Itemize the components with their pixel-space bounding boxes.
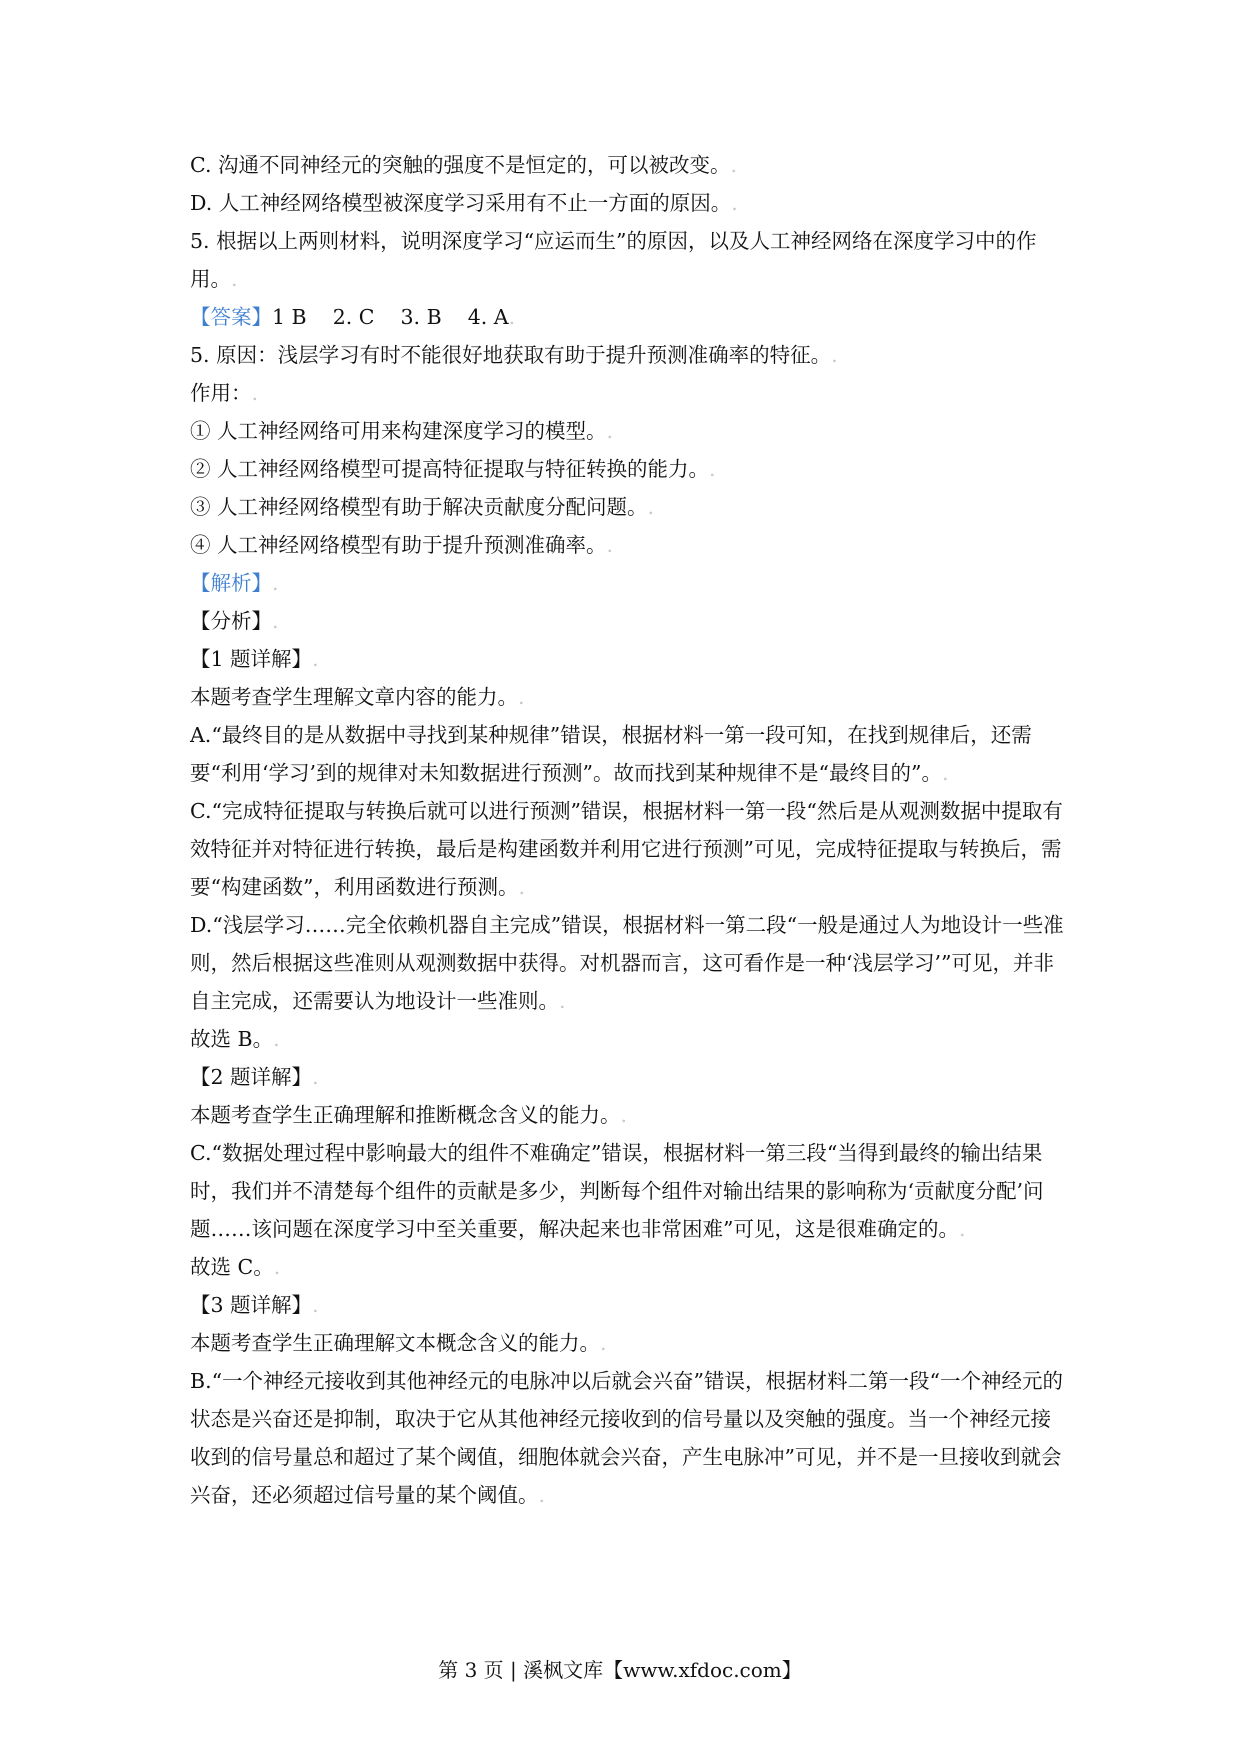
- role-item-2: ② 人工神经网络模型可提高特征提取与特征转换的能力。.: [190, 457, 716, 481]
- page-footer: 第 3 页 | 溪枫文库【www.xfdoc.com】: [438, 1658, 802, 1682]
- role-item-1: ① 人工神经网络可用来构建深度学习的模型。.: [190, 419, 614, 443]
- answer-line: 【答案】1 B 2. C 3. B 4. A.: [190, 305, 516, 329]
- q2-option-c: C.“数据处理过程中影响最大的组件不难确定”错误，根据材料一第三段“当得到最终的输出结果时，我们并不清楚每个组件的贡献是多少，判断每个组件对输出结果的影响称为‘贡献度分配’问题……该问题在深度学习中至关重要，解决起来也非常困难”可见，这是很难确定的。.: [190, 1141, 1044, 1241]
- analysis-heading: 【解析】.: [190, 571, 279, 595]
- role-item-4: ④ 人工神经网络模型有助于提升预测准确率。.: [190, 533, 614, 557]
- answer-5-reason: 5. 原因：浅层学习有时不能很好地获取有助于提升预测准确率的特征。.: [190, 343, 838, 367]
- q1-conclusion: 故选 B。.: [190, 1027, 280, 1051]
- question-5: 5. 根据以上两则材料，说明深度学习“应运而生”的原因，以及人工神经网络在深度学习中的作用。.: [190, 229, 1037, 291]
- option-c-text: C. 沟通不同神经元的突触的强度不是恒定的，可以被改变。.: [190, 153, 738, 177]
- answer-label: 【答案】: [190, 305, 272, 329]
- document-body: [190, 146, 1070, 1514]
- q1-option-d: D.“浅层学习……完全依赖机器自主完成”错误，根据材料一第二段“一般是通过人为地设计一些准则，然后根据这些准则从观测数据中获得。对机器而言，这可看作是一种‘浅层学习’”可见，并非自主完成，还需要认为地设计一些准则。.: [190, 913, 1064, 1013]
- q3-detail-heading: 【3 题详解】.: [190, 1293, 319, 1317]
- q2-conclusion: 故选 C。.: [190, 1255, 281, 1279]
- answer-5-role-heading: 作用：.: [190, 381, 259, 405]
- q1-detail-heading: 【1 题详解】.: [190, 647, 319, 671]
- q1-intro: 本题考查学生理解文章内容的能力。.: [190, 685, 525, 709]
- breakdown-heading: 【分析】.: [190, 609, 279, 633]
- q3-intro: 本题考查学生正确理解文本概念含义的能力。.: [190, 1331, 607, 1355]
- q1-option-a: A.“最终目的是从数据中寻找到某种规律”错误，根据材料一第一段可知，在找到规律后，还需要“利用‘学习’到的规律对未知数据进行预测”。故而找到某种规律不是“最终目的”。.: [190, 723, 1032, 785]
- role-item-3: ③ 人工神经网络模型有助于解决贡献度分配问题。.: [190, 495, 655, 519]
- q2-detail-heading: 【2 题详解】.: [190, 1065, 319, 1089]
- option-d-text: D. 人工神经网络模型被深度学习采用有不止一方面的原因。.: [190, 191, 738, 215]
- q2-intro: 本题考查学生正确理解和推断概念含义的能力。.: [190, 1103, 628, 1127]
- q1-option-c: C.“完成特征提取与转换后就可以进行预测”错误，根据材料一第一段“然后是从观测数据中提取有效特征并对特征进行转换，最后是构建函数并利用它进行预测”可见，完成特征提取与转换后，需要“构建函数”，利用函数进行预测。.: [190, 799, 1063, 899]
- q3-option-b: B.“一个神经元接收到其他神经元的电脉冲以后就会兴奋”错误，根据材料二第一段“一个神经元的状态是兴奋还是抑制，取决于它从其他神经元接收到的信号量以及突触的强度。当一个神经元接收到的信号量总和超过了某个阈值，细胞体就会兴奋，产生电脉冲”可见，并不是一旦接收到就会兴奋，还必须超过信号量的某个阈值。.: [190, 1369, 1064, 1507]
